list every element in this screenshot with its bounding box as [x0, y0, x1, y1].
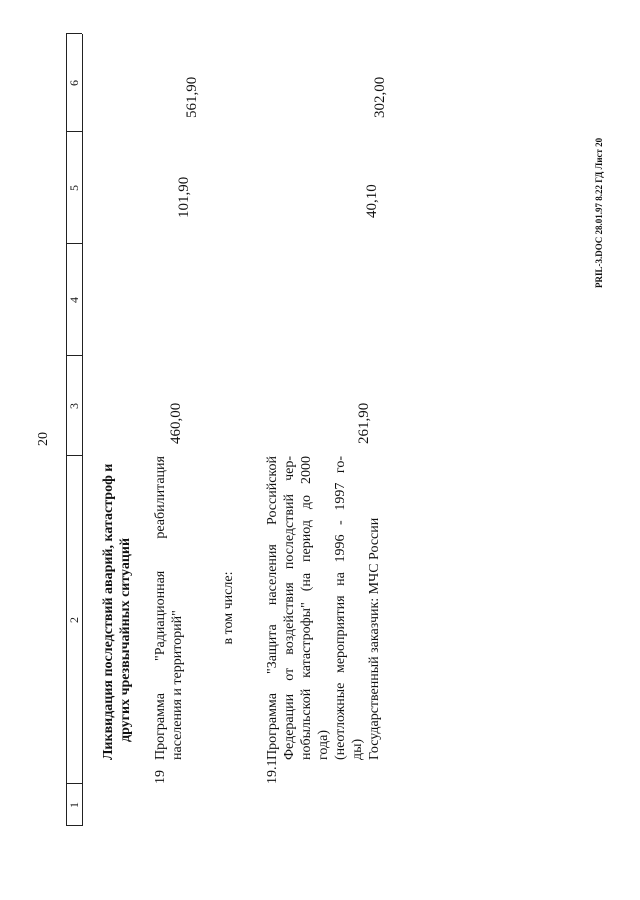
column-header-3: 3: [67, 403, 81, 409]
row-text-line: Программа "Радиационная реабилитация: [153, 456, 168, 760]
section-title-line-2: других чрезвычайных ситуаций: [118, 537, 133, 742]
row-text-line: Программа "Защита населения Российской: [265, 456, 280, 760]
row-text-line: ды): [350, 738, 365, 760]
column-header-1: 1: [67, 802, 81, 808]
subheader-text: в том числе:: [221, 571, 236, 645]
row-value-col6: 302,00: [372, 76, 388, 118]
row-text-line: Государственный заказчик: МЧС России: [367, 517, 382, 760]
row-value-col5: 101,90: [176, 176, 192, 218]
column-header-4: 4: [67, 297, 81, 303]
row-value-col3: 261,90: [356, 402, 372, 444]
row-text-line: нобыльской катастрофы" (на период до 2000: [299, 456, 314, 760]
row-number: 19: [153, 770, 168, 784]
column-header-6: 6: [67, 80, 81, 86]
page-number: 20: [36, 432, 51, 446]
row-value-col5: 40,10: [364, 184, 380, 218]
row-text-line: года): [316, 730, 331, 760]
row-number: 19.1: [265, 759, 280, 784]
row-text-line: населения и территорий": [170, 610, 185, 760]
row-value-col6: 561,90: [184, 76, 200, 118]
column-header-2: 2: [67, 617, 81, 623]
row-value-col3: 460,00: [168, 402, 184, 444]
table-header-bottom-rule: [82, 34, 83, 826]
row-text-line: (неотложные мероприятия на 1996 - 1997 го-: [333, 456, 348, 760]
column-header-5: 5: [67, 185, 81, 191]
row-text-line: Федерации от воздействия последствий чер-: [282, 456, 297, 760]
section-title-line-1: Ликвидация последствий аварий, катастроф и: [101, 463, 116, 760]
footer-file-info: PRIL-3.DOC 28.01.97 8.22 ГД Лист 20: [594, 137, 604, 288]
